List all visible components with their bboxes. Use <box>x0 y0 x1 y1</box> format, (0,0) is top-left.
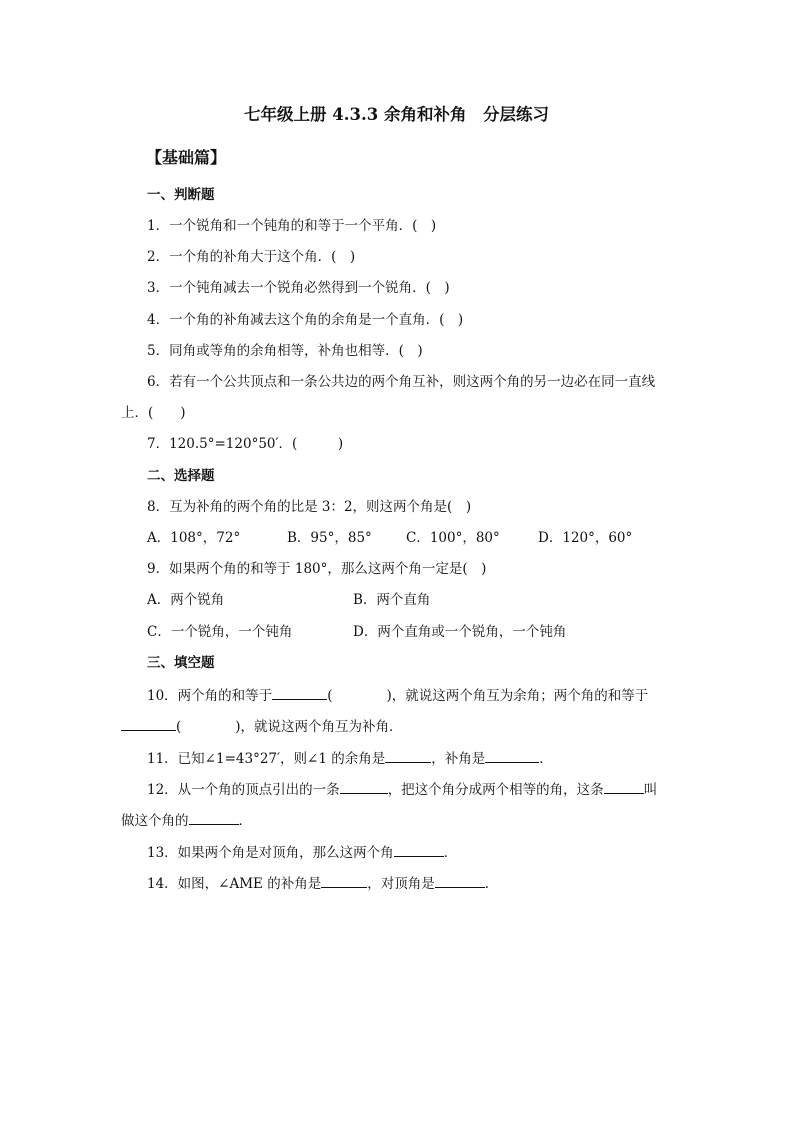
question-9-option-b: B．两个直角 <box>353 592 431 608</box>
question-6-line1: 6．若有一个公共顶点和一条公共边的两个角互补，则这两个角的另一边必在同一直线 <box>147 374 656 390</box>
question-8-option-c: C．100°，80° <box>406 530 500 546</box>
question-13-prefix: 13．如果两个角是对顶角，那么这两个角 <box>147 845 394 861</box>
answer-blank[interactable] <box>604 779 644 794</box>
answer-blank[interactable] <box>485 748 539 763</box>
question-10-mid1: ( )，就说这两个角互为余角；两个角的和等于 <box>327 688 649 704</box>
question-3: 3．一个钝角减去一个锐角必然得到一个锐角．( ) <box>147 280 450 296</box>
question-7: 7．120.5°=120°50′．( ) <box>147 436 344 452</box>
question-12-line1 <box>147 779 657 799</box>
answer-blank[interactable] <box>321 873 367 888</box>
level-heading: 【基础篇】 <box>146 148 227 167</box>
question-10-prefix: 10．两个角的和等于 <box>147 688 273 704</box>
question-14-suffix: ． <box>484 876 499 892</box>
question-10-mid2: ( )，就说这两个角互为补角． <box>176 719 403 735</box>
answer-blank[interactable] <box>385 748 431 763</box>
question-13-suffix: ． <box>443 845 458 861</box>
question-11-mid: ，补角是 <box>431 751 486 767</box>
question-11-prefix: 11．已知∠1=43°27′，则∠1 的余角是 <box>147 751 386 767</box>
question-9: 9．如果两个角的和等于 180°，那么这两个角一定是( ) <box>147 561 487 577</box>
section-fill-heading: 三、填空题 <box>147 655 215 671</box>
answer-blank[interactable] <box>272 685 327 700</box>
question-12-line2 <box>121 810 252 830</box>
answer-blank[interactable] <box>121 716 176 731</box>
question-5: 5．同角或等角的余角相等，补角也相等．( ) <box>147 343 423 359</box>
question-9-option-a: A．两个锐角 <box>147 592 225 608</box>
answer-blank[interactable] <box>189 810 239 825</box>
question-10-line2 <box>121 716 403 736</box>
question-6-line2: 上．( ) <box>121 405 186 421</box>
answer-blank[interactable] <box>394 842 444 857</box>
question-4: 4．一个角的补角减去这个角的余角是一个直角．( ) <box>147 312 464 328</box>
question-10-line1 <box>147 685 648 705</box>
question-12-mid: ，把这个角分成两个相等的角，这条 <box>387 782 604 798</box>
question-9-option-d: D．两个直角或一个锐角，一个钝角 <box>353 624 567 640</box>
question-8-option-b: B．95°，85° <box>287 530 372 546</box>
question-8: 8．互为补角的两个角的比是 3：2，则这两个角是( ) <box>147 499 472 515</box>
page-title: 七年级上册 4.3.3 余角和补角 分层练习 <box>244 105 549 124</box>
question-8-option-d: D．120°，60° <box>538 530 633 546</box>
question-12-suffix: 叫 <box>643 782 658 798</box>
question-1: 1．一个锐角和一个钝角的和等于一个平角．( ) <box>147 218 437 234</box>
question-2: 2．一个角的补角大于这个角．( ) <box>147 249 356 265</box>
question-12-line2-suffix: ． <box>238 813 252 829</box>
question-9-option-c: C．一个锐角，一个钝角 <box>147 624 293 640</box>
question-12-prefix: 12．从一个角的顶点引出的一条 <box>147 782 340 798</box>
section-judge-heading: 一、判断题 <box>147 187 215 203</box>
answer-blank[interactable] <box>340 779 388 794</box>
question-11 <box>147 748 553 768</box>
question-8-option-a: A．108°，72° <box>147 530 241 546</box>
question-14-prefix: 14．如图，∠AME 的补角是 <box>147 876 322 892</box>
question-12-line2-prefix: 做这个角的 <box>121 813 189 829</box>
question-11-suffix: ． <box>539 751 553 767</box>
section-choice-heading: 二、选择题 <box>147 468 215 484</box>
question-14-mid: ，对顶角是 <box>367 876 435 892</box>
answer-blank[interactable] <box>435 873 485 888</box>
question-14 <box>147 873 498 893</box>
question-13 <box>147 842 457 862</box>
